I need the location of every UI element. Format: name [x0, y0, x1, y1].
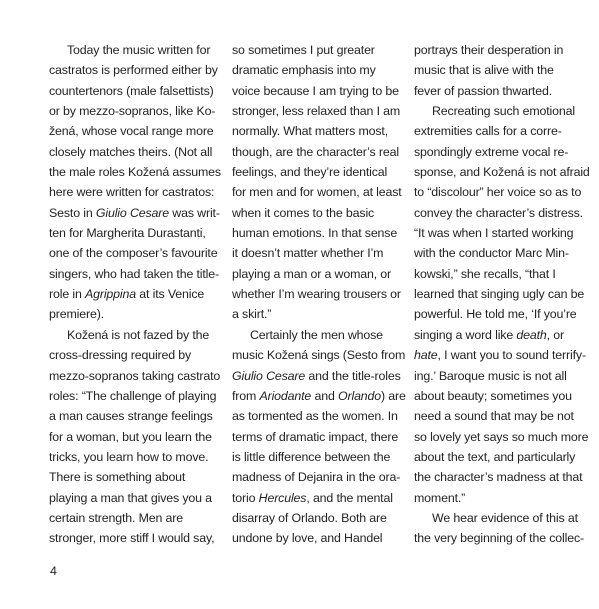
- text-segment: , or: [546, 327, 564, 342]
- text-line: disarray of Orlando. Both are: [232, 510, 387, 525]
- text-line: need a sound that may be not: [414, 409, 574, 424]
- text-line: so sometimes I put greater: [232, 43, 375, 57]
- text-line: [49, 284, 225, 304]
- text-segment: Sesto in: [49, 205, 96, 220]
- text-line: for a woman, but you learn the: [49, 429, 212, 444]
- text-line: We hear evidence of this at: [432, 510, 578, 525]
- text-line: the male roles Kožená assumes: [49, 165, 221, 180]
- italic-title: Giulio Cesare: [95, 205, 169, 220]
- text-line: mezzo-sopranos taking castrato: [49, 368, 221, 383]
- text-line: though, are the character’s real: [232, 144, 399, 159]
- italic-title: Agrippina: [85, 287, 137, 302]
- text-line: Today the music written for: [67, 43, 211, 57]
- text-line: human emotions. In that sense: [232, 226, 398, 241]
- text-line: [414, 345, 590, 365]
- text-line: roles: “The challenge of playing: [49, 388, 217, 403]
- text-line: music Kožená sings (Sesto from: [232, 348, 406, 363]
- text-line: is little difference between the: [232, 449, 391, 464]
- text-line: castratos is performed either by: [49, 63, 218, 78]
- text-line: Kožená is not fazed by the: [67, 327, 210, 342]
- text-line: extremities calls for a corre-: [414, 124, 562, 139]
- text-line: one of the composer’s favourite: [49, 246, 218, 261]
- text-column-3: [414, 40, 590, 549]
- text-line: tricks, you learn how to move.: [49, 449, 209, 464]
- text-line: portrays their desperation in: [414, 43, 564, 57]
- text-segment: and: [311, 388, 338, 403]
- text-line: moment.”: [414, 490, 466, 505]
- text-line: cross-dressing required by: [49, 348, 192, 363]
- text-line: [414, 325, 590, 345]
- text-line: [49, 203, 225, 223]
- text-line: stronger, less relaxed than I am: [232, 104, 401, 119]
- text-line: powerful. He told me, ‘If you’re: [414, 307, 577, 322]
- text-line: dramatic emphasis into my: [232, 63, 376, 78]
- text-line: [232, 386, 408, 406]
- text-line: There is something about: [49, 470, 186, 485]
- text-line: a man causes strange feelings: [49, 409, 213, 424]
- text-line: whether I’m wearing trousers or: [232, 287, 401, 302]
- text-line: when it comes to the basic: [232, 205, 375, 220]
- text-line: so lovely yet says so much more: [414, 429, 589, 444]
- text-line: voice because I am trying to be: [232, 83, 399, 98]
- text-line: kowski,” she recalls, “that I: [414, 266, 556, 281]
- text-line: normally. What matters most,: [232, 124, 388, 139]
- italic-title: Hercules: [258, 490, 307, 505]
- italic-title: Giulio Cesare: [232, 368, 306, 383]
- text-line: [232, 488, 408, 508]
- text-line: stronger, more stiff I would say,: [49, 531, 215, 546]
- text-line: to “discolour” her voice so as to: [414, 185, 582, 200]
- text-line: learned that singing ugly can be: [414, 287, 585, 302]
- text-line: “It was when I started working: [414, 226, 574, 241]
- text-line: about the text, and particularly: [414, 449, 576, 464]
- text-line: with the conductor Marc Min-: [414, 246, 569, 261]
- text-line: as tormented as the women. In: [232, 409, 398, 424]
- text-line: the very beginning of the collec-: [414, 531, 585, 546]
- text-line: madness of Dejanira in the ora-: [232, 470, 401, 485]
- text-line: playing a man or a woman, or: [232, 266, 392, 281]
- text-line: it doesn’t matter whether I’m: [232, 246, 384, 261]
- text-line: countertenors (male falsettists): [49, 83, 214, 98]
- text-line: music that is alive with the: [414, 63, 554, 78]
- text-line: ten for Margherita Durastanti,: [49, 226, 206, 241]
- text-line: singers, who had taken the title-: [49, 266, 219, 281]
- page-number: 4: [50, 564, 57, 578]
- italic-title: Orlando: [338, 388, 382, 403]
- text-line: [232, 366, 408, 386]
- text-line: žená, whose vocal range more: [49, 124, 214, 139]
- italic-title: death: [516, 327, 547, 342]
- text-line: Recreating such emotional: [432, 104, 575, 119]
- text-line: premiere).: [49, 307, 104, 322]
- text-line: for men and for women, at least: [232, 185, 402, 200]
- text-line: ing.’ Baroque music is not all: [414, 368, 567, 383]
- text-segment: at its Venice: [136, 287, 205, 302]
- text-line: fever of passion thwarted.: [414, 83, 552, 98]
- text-line: feelings, and they’re identical: [232, 165, 388, 180]
- italic-title: Ariodante: [259, 388, 312, 403]
- text-segment: from: [232, 388, 260, 403]
- text-line: terms of dramatic impact, there: [232, 429, 399, 444]
- text-line: undone by love, and Handel: [232, 531, 383, 546]
- text-line: certain strength. Men are: [49, 510, 183, 525]
- text-segment: , I want you to sound terrify-: [437, 348, 586, 363]
- text-line: spondingly extreme vocal re-: [414, 144, 569, 159]
- text-segment: singing a word like: [414, 327, 517, 342]
- text-line: closely matches theirs. (Not all: [49, 144, 213, 159]
- text-line: here were written for castratos:: [49, 185, 215, 200]
- text-segment: , and the mental: [306, 490, 393, 505]
- text-segment: torio: [232, 490, 259, 505]
- text-column-1: [49, 40, 225, 549]
- text-line: sponse, and Kožená is not afraid: [414, 165, 590, 180]
- italic-title: hate: [414, 348, 438, 363]
- text-line: playing a man that gives you a: [49, 490, 212, 505]
- text-line: convey the character’s distress.: [414, 205, 583, 220]
- text-line: a skirt.”: [232, 307, 272, 322]
- text-line: or by mezzo-sopranos, like Ko-: [49, 104, 216, 119]
- text-segment: role in: [49, 287, 85, 302]
- text-column-2: [232, 40, 408, 549]
- text-segment: ) are: [381, 388, 406, 403]
- text-line: Certainly the men whose: [250, 327, 383, 342]
- text-segment: was writ-: [169, 205, 220, 220]
- text-line: the character’s madness at that: [414, 470, 583, 485]
- text-segment: and the title-roles: [305, 368, 401, 383]
- text-line: about beauty; sometimes you: [414, 388, 572, 403]
